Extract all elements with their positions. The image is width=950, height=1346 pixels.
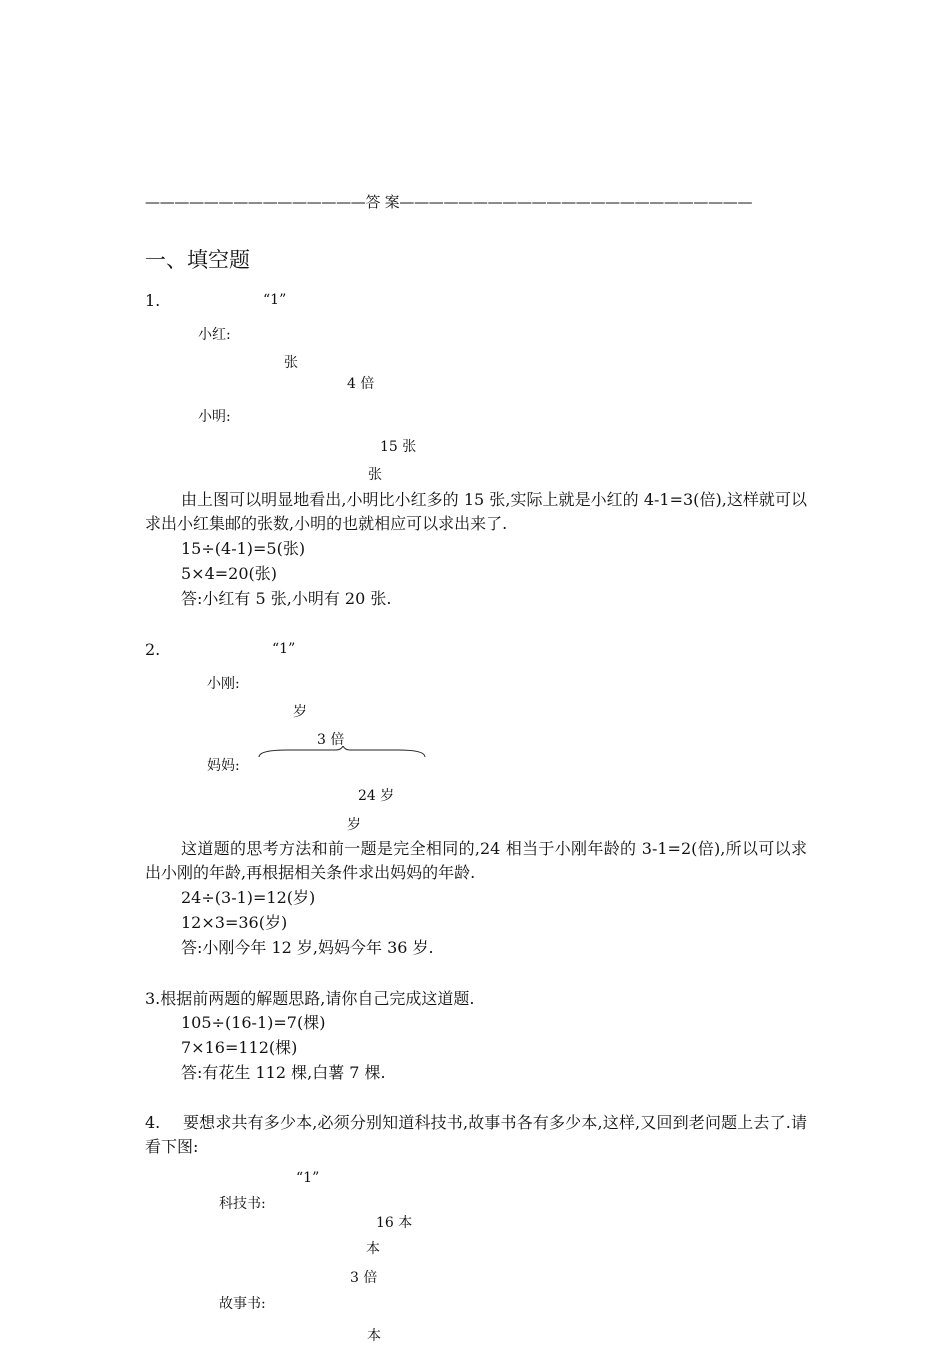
problem-2-explanation: 这道题的思考方法和前一题是完全相同的,24 相当于小刚年龄的 3-1=2(倍),所以可以求出小刚的年龄,再根据相关条件求出妈妈的年龄. [145,839,807,882]
problem-1-xiaohong-unit: 张 [284,355,298,371]
problem-2-unit-label: “1” [272,641,296,657]
answer-header-rule: ———————————————答 案———————————————————————— [145,193,753,211]
problem-4-intro: 要想求共有多少本,必须分别知道科技书,故事书各有多少本,这样,又回到老问题上去了.请看下图: [145,1113,807,1156]
problem-3-equation-2: 7×16=112(棵) [181,1038,298,1057]
problem-2-equation-2: 12×3=36(岁) [181,913,288,932]
problem-1-answer: 答:小红有 5 张,小明有 20 张. [181,589,392,608]
section-title: 一、填空题 [145,248,250,272]
problem-2-times-label: 3 倍 [317,732,345,748]
problem-2-equation-1: 24÷(3-1)=12(岁) [181,888,316,907]
problem-2-xiaogang-unit: 岁 [293,704,307,720]
problem-1-xiaoming-label: 小明: [198,409,231,425]
problem-3-answer: 答:有花生 112 棵,白薯 7 棵. [181,1063,386,1082]
problem-4-story-label: 故事书: [219,1296,266,1312]
problem-1-times-label: 4 倍 [347,376,375,392]
problem-1-unit-label: “1” [263,292,287,308]
problem-1-xiaoming-unit: 张 [368,467,382,483]
problem-2-mama-unit: 岁 [347,817,361,833]
problem-1-xiaohong-label: 小红: [198,327,231,343]
problem-1-diff-label: 15 张 [380,439,417,455]
problem-2-diff-label: 24 岁 [358,788,395,804]
problem-2-xiaogang-label: 小刚: [207,676,240,692]
problem-4-story-unit: 本 [367,1328,381,1344]
problem-1-equation-1: 15÷(4-1)=5(张) [181,539,306,558]
problem-4-diff-label: 16 本 [376,1215,413,1231]
problem-4-unit-label: “1” [296,1170,320,1186]
problem-2-number: 2. [145,640,161,659]
problem-1-equation-2: 5×4=20(张) [181,564,278,583]
problem-2-answer: 答:小刚今年 12 岁,妈妈今年 36 岁. [181,938,434,957]
problem-2-brace [258,746,428,760]
problem-4-science-unit: 本 [366,1241,380,1257]
problem-1-explanation: 由上图可以明显地看出,小明比小红多的 15 张,实际上就是小红的 4-1=3(倍),这样就可以求出小红集邮的张数,小明的也就相应可以求出来了. [145,490,807,533]
problem-3-equation-1: 105÷(16-1)=7(棵) [181,1013,326,1032]
problem-4-science-label: 科技书: [219,1196,266,1212]
problem-2-mama-label: 妈妈: [207,758,240,774]
problem-3-intro: 3.根据前两题的解题思路,请你自己完成这道题. [145,989,475,1008]
problem-4-number: 4. [145,1113,161,1132]
problem-1-number: 1. [145,291,161,310]
problem-4-times-label: 3 倍 [350,1270,378,1286]
